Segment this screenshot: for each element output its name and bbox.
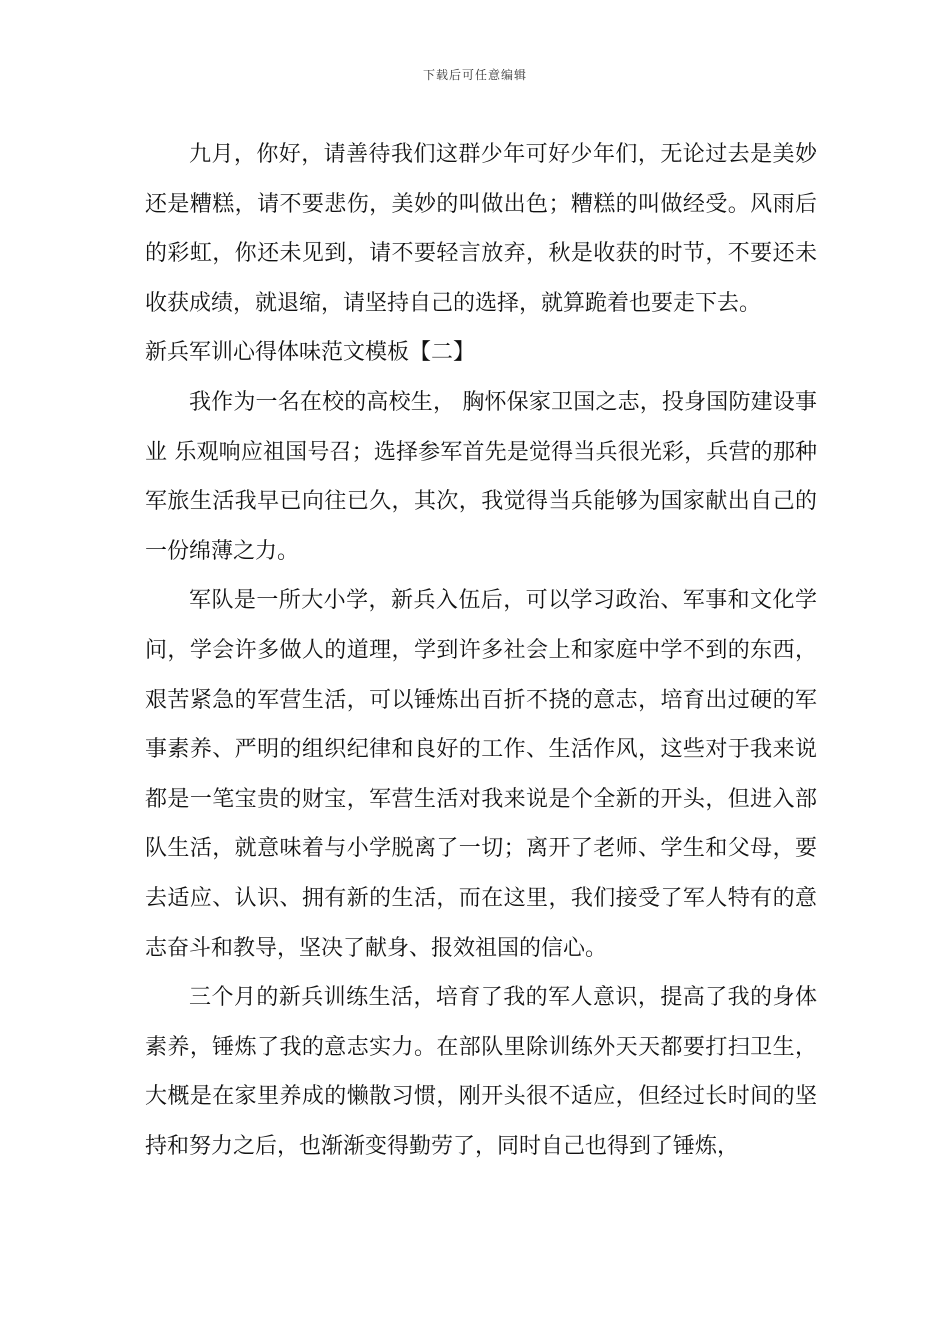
section-heading: 新兵军训心得体味范文模板【二】 — [145, 340, 476, 366]
paragraph: 九月，你好，请善待我们这群少年可好少年们，无论过去是美妙还是糟糕，请不要悲伤，美妙的叫做出色；糟糕的叫做经受。风雨后的彩虹，你还未见到，请不要轻言放弃，秋是收获的时节，不要还未收获成绩，就退缩，请坚持自己的选择，就算跪着也要走下去。 — [145, 142, 817, 316]
document-body — [145, 130, 817, 1171]
paragraph: 军队是一所大小学，新兵入伍后，可以学习政治、军事和文化学问，学会许多做人的道理，学到许多社会上和家庭中学不到的东西，艰苦紧急的军营生活，可以锤炼出百折不挠的意志，培育出过硬的军事素养、严明的组织纪律和良好的工作、生活作风，这些对于我来说都是一笔宝贵的财宝，军营生活对我来说是个全新的开头，但进入部队生活，就意味着与小学脱离了一切；离开了老师、学生和父母，要去适应、认识、拥有新的生活，而在这里，我们接受了军人特有的意志奋斗和教导，坚决了献身、报效祖国的信心。 — [145, 588, 817, 961]
paragraph: 三个月的新兵训练生活，培育了我的军人意识，提高了我的身体素养，锤炼了我的意志实力。在部队里除训练外天天都要打扫卫生，大概是在家里养成的懒散习惯，刚开头很不适应，但经过长时间的坚持和努力之后，也渐渐变得勤劳了，同时自己也得到了锤炼， — [145, 985, 817, 1159]
paragraph: 我作为一名在校的高校生， 胸怀保家卫国之志，投身国防建设事业 乐观响应祖国号召；选择参军首先是觉得当兵很光彩，兵营的那种军旅生活我早已向往已久，其次，我觉得当兵能够为国家献出自己的一份绵薄之力。 — [145, 389, 817, 564]
page-header-note: 下载后可任意编辑 — [422, 68, 527, 82]
